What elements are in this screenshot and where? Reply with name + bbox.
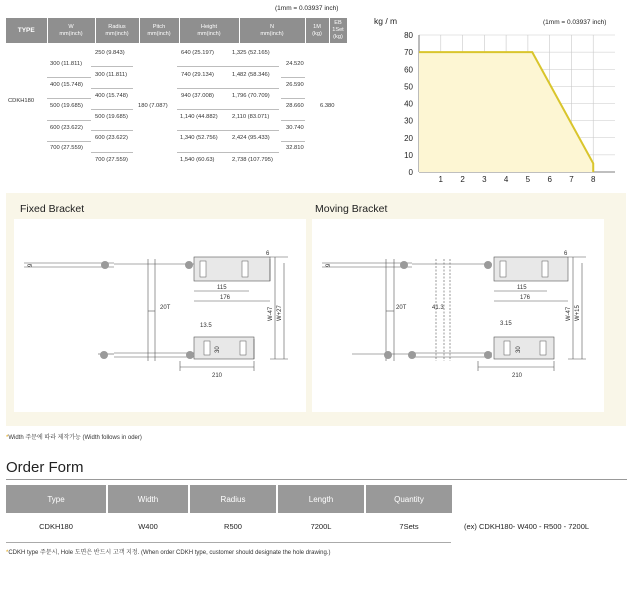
weight-cell: 28.660 bbox=[286, 103, 304, 109]
order-header-width: Width bbox=[108, 485, 188, 513]
width-cell: 600 (23.622) bbox=[50, 125, 83, 131]
asterisk-icon: * bbox=[6, 550, 9, 556]
weight-chart-svg bbox=[372, 0, 630, 190]
unit-note: (1mm = 0.03937 inch) bbox=[275, 5, 339, 12]
weight-cell: 24.520 bbox=[286, 61, 304, 67]
chart-unit-note: (1mm = 0.03937 inch) bbox=[543, 19, 607, 26]
n-cell: 2,110 (83.071) bbox=[232, 114, 270, 120]
weight-cell: 32.810 bbox=[286, 145, 304, 151]
dim-210: 210 bbox=[212, 373, 223, 379]
dim-115: 115 bbox=[217, 285, 227, 291]
n-cell: 2,738 (107.795) bbox=[232, 157, 273, 163]
row-divider bbox=[177, 130, 279, 131]
n-cell: 1,325 (52.165) bbox=[232, 50, 270, 56]
y-tick-label: 60 bbox=[404, 65, 413, 75]
x-tick-label: 3 bbox=[482, 175, 487, 184]
row-divider bbox=[91, 152, 133, 153]
width-cell: 500 (19.685) bbox=[50, 103, 83, 109]
x-tick-label: 6 bbox=[547, 175, 552, 184]
header-eb: EB 1Set (kg) bbox=[329, 18, 347, 43]
radius-cell: 250 (9.843) bbox=[95, 50, 125, 56]
radius-cell: 500 (19.685) bbox=[95, 114, 128, 120]
moving-bracket-panel bbox=[312, 219, 604, 412]
n-cell: 2,424 (95.433) bbox=[232, 135, 270, 141]
row-divider bbox=[91, 66, 133, 67]
y-tick-label: 10 bbox=[404, 150, 413, 160]
fixed-bracket-panel bbox=[14, 219, 306, 412]
dim-115: 115 bbox=[517, 285, 527, 291]
row-divider bbox=[91, 130, 133, 131]
y-tick-label: 80 bbox=[404, 31, 413, 40]
row-divider bbox=[281, 98, 305, 99]
row-divider bbox=[177, 88, 279, 89]
order-value-length: 7200L bbox=[310, 522, 332, 531]
dim-9: 9 bbox=[28, 263, 34, 267]
header-n: N mm(inch) bbox=[239, 18, 305, 43]
header-height: Height mm(inch) bbox=[179, 18, 239, 43]
y-tick-label: 70 bbox=[404, 48, 413, 58]
row-divider bbox=[91, 88, 133, 89]
x-tick-label: 1 bbox=[438, 175, 444, 184]
dim-3-15: 3.15 bbox=[500, 321, 512, 327]
height-cell: 940 (37.008) bbox=[181, 93, 214, 99]
weight-chart bbox=[372, 0, 630, 190]
type-cell: CDKH180 bbox=[8, 98, 35, 104]
spec-header-row bbox=[6, 18, 347, 43]
order-example: (ex) CDKH180- W400 - R500 - 7200L bbox=[464, 522, 590, 531]
width-cell: 400 (15.748) bbox=[50, 82, 83, 88]
dim-30: 30 bbox=[516, 346, 522, 353]
y-tick-label: 30 bbox=[404, 116, 413, 126]
eb-set-cell: 6.380 bbox=[320, 103, 335, 109]
dim-13-5: 13.5 bbox=[200, 323, 212, 329]
y-axis-label: kg / m bbox=[374, 16, 398, 26]
row-divider bbox=[47, 77, 91, 78]
y-tick-label: 0 bbox=[408, 168, 413, 177]
y-tick-label: 20 bbox=[404, 133, 413, 143]
radius-cell: 400 (15.748) bbox=[95, 93, 128, 99]
order-form-title: Order Form bbox=[6, 459, 84, 476]
row-divider bbox=[91, 109, 133, 110]
n-cell: 1,796 (70.709) bbox=[232, 93, 270, 99]
row-divider bbox=[177, 109, 279, 110]
row-divider bbox=[281, 141, 305, 142]
dim-w-27: W+27 bbox=[277, 305, 283, 321]
header-radius: Radius mm(inch) bbox=[95, 18, 139, 43]
dim-210: 210 bbox=[512, 373, 523, 379]
dim-20t: 20T bbox=[396, 305, 407, 311]
width-note bbox=[6, 432, 142, 441]
width-note-text: Width 주문에 따라 제작가능 (Width follows in oder) bbox=[8, 435, 142, 441]
x-tick-label: 4 bbox=[503, 175, 509, 184]
weight-cell: 30.740 bbox=[286, 125, 304, 131]
x-tick-label: 7 bbox=[569, 175, 574, 184]
fixed-bracket-drawing bbox=[14, 219, 306, 412]
x-tick-label: 5 bbox=[525, 175, 531, 184]
order-value-type: CDKH180 bbox=[39, 522, 73, 531]
radius-cell: 700 (27.559) bbox=[95, 157, 128, 163]
row-divider bbox=[281, 77, 305, 78]
width-cell: 700 (27.559) bbox=[50, 145, 83, 151]
row-divider bbox=[47, 141, 91, 142]
height-cell: 1,340 (52.756) bbox=[180, 135, 218, 141]
dim-41-3: 41.3 bbox=[432, 305, 444, 311]
row-divider bbox=[281, 120, 305, 121]
height-cell: 640 (25.197) bbox=[181, 50, 214, 56]
order-header-type: Type bbox=[6, 485, 106, 513]
radius-cell: 300 (11.811) bbox=[95, 72, 128, 78]
order-header-length: Length bbox=[278, 485, 364, 513]
order-value-radius: R500 bbox=[224, 522, 242, 531]
dim-20t: 20T bbox=[160, 305, 171, 311]
order-value-quantity: 7Sets bbox=[399, 522, 419, 531]
row-divider bbox=[47, 120, 91, 121]
dim-6: 6 bbox=[266, 251, 270, 257]
asterisk-icon: * bbox=[6, 435, 9, 441]
row-divider bbox=[177, 66, 279, 67]
order-bottom-line bbox=[6, 542, 451, 543]
moving-bracket-title: Moving Bracket bbox=[315, 203, 388, 215]
header-w: W mm(inch) bbox=[47, 18, 95, 43]
dim-176: 176 bbox=[220, 295, 231, 301]
height-cell: 740 (29.134) bbox=[181, 72, 214, 78]
x-tick-label: 8 bbox=[590, 175, 596, 184]
y-tick-label: 50 bbox=[404, 82, 413, 92]
dim-9: 9 bbox=[326, 263, 332, 267]
weight-cell: 26.590 bbox=[286, 82, 304, 88]
order-form-divider bbox=[6, 479, 627, 480]
dim-6: 6 bbox=[564, 251, 568, 257]
dim-176: 176 bbox=[520, 295, 531, 301]
order-note-text: CDKH type 주문시, Hole 도면은 반드시 고객 지정. (When order CDKH type, customer should designate the hole drawing.) bbox=[8, 550, 331, 556]
header-1m: 1M (kg) bbox=[305, 18, 329, 43]
header-pitch: Pitch mm(inch) bbox=[139, 18, 179, 43]
chart-area-fill bbox=[419, 52, 593, 172]
order-note bbox=[6, 547, 330, 556]
pitch-cell: 180 (7.087) bbox=[138, 103, 168, 109]
dim-w-47: W-47 bbox=[268, 306, 274, 321]
x-tick-label: 2 bbox=[460, 175, 465, 184]
fixed-bracket-title: Fixed Bracket bbox=[20, 203, 85, 215]
dim-w-15: W+15 bbox=[575, 305, 581, 321]
n-cell: 1,482 (58.346) bbox=[232, 72, 270, 78]
y-tick-label: 40 bbox=[404, 99, 413, 109]
width-cell: 300 (11.811) bbox=[50, 61, 83, 67]
radius-cell: 600 (23.622) bbox=[95, 135, 128, 141]
header-type: TYPE bbox=[6, 18, 47, 43]
order-header-quantity: Quantity bbox=[366, 485, 452, 513]
dim-30: 30 bbox=[215, 346, 221, 353]
row-divider bbox=[177, 152, 279, 153]
spec-table bbox=[6, 18, 348, 43]
order-header-radius: Radius bbox=[190, 485, 276, 513]
height-cell: 1,140 (44.882) bbox=[180, 114, 218, 120]
dim-w-47: W-47 bbox=[566, 306, 572, 321]
moving-bracket-drawing bbox=[312, 219, 604, 412]
row-divider bbox=[47, 98, 91, 99]
height-cell: 1,540 (60.63) bbox=[180, 157, 215, 163]
order-value-width: W400 bbox=[138, 522, 158, 531]
